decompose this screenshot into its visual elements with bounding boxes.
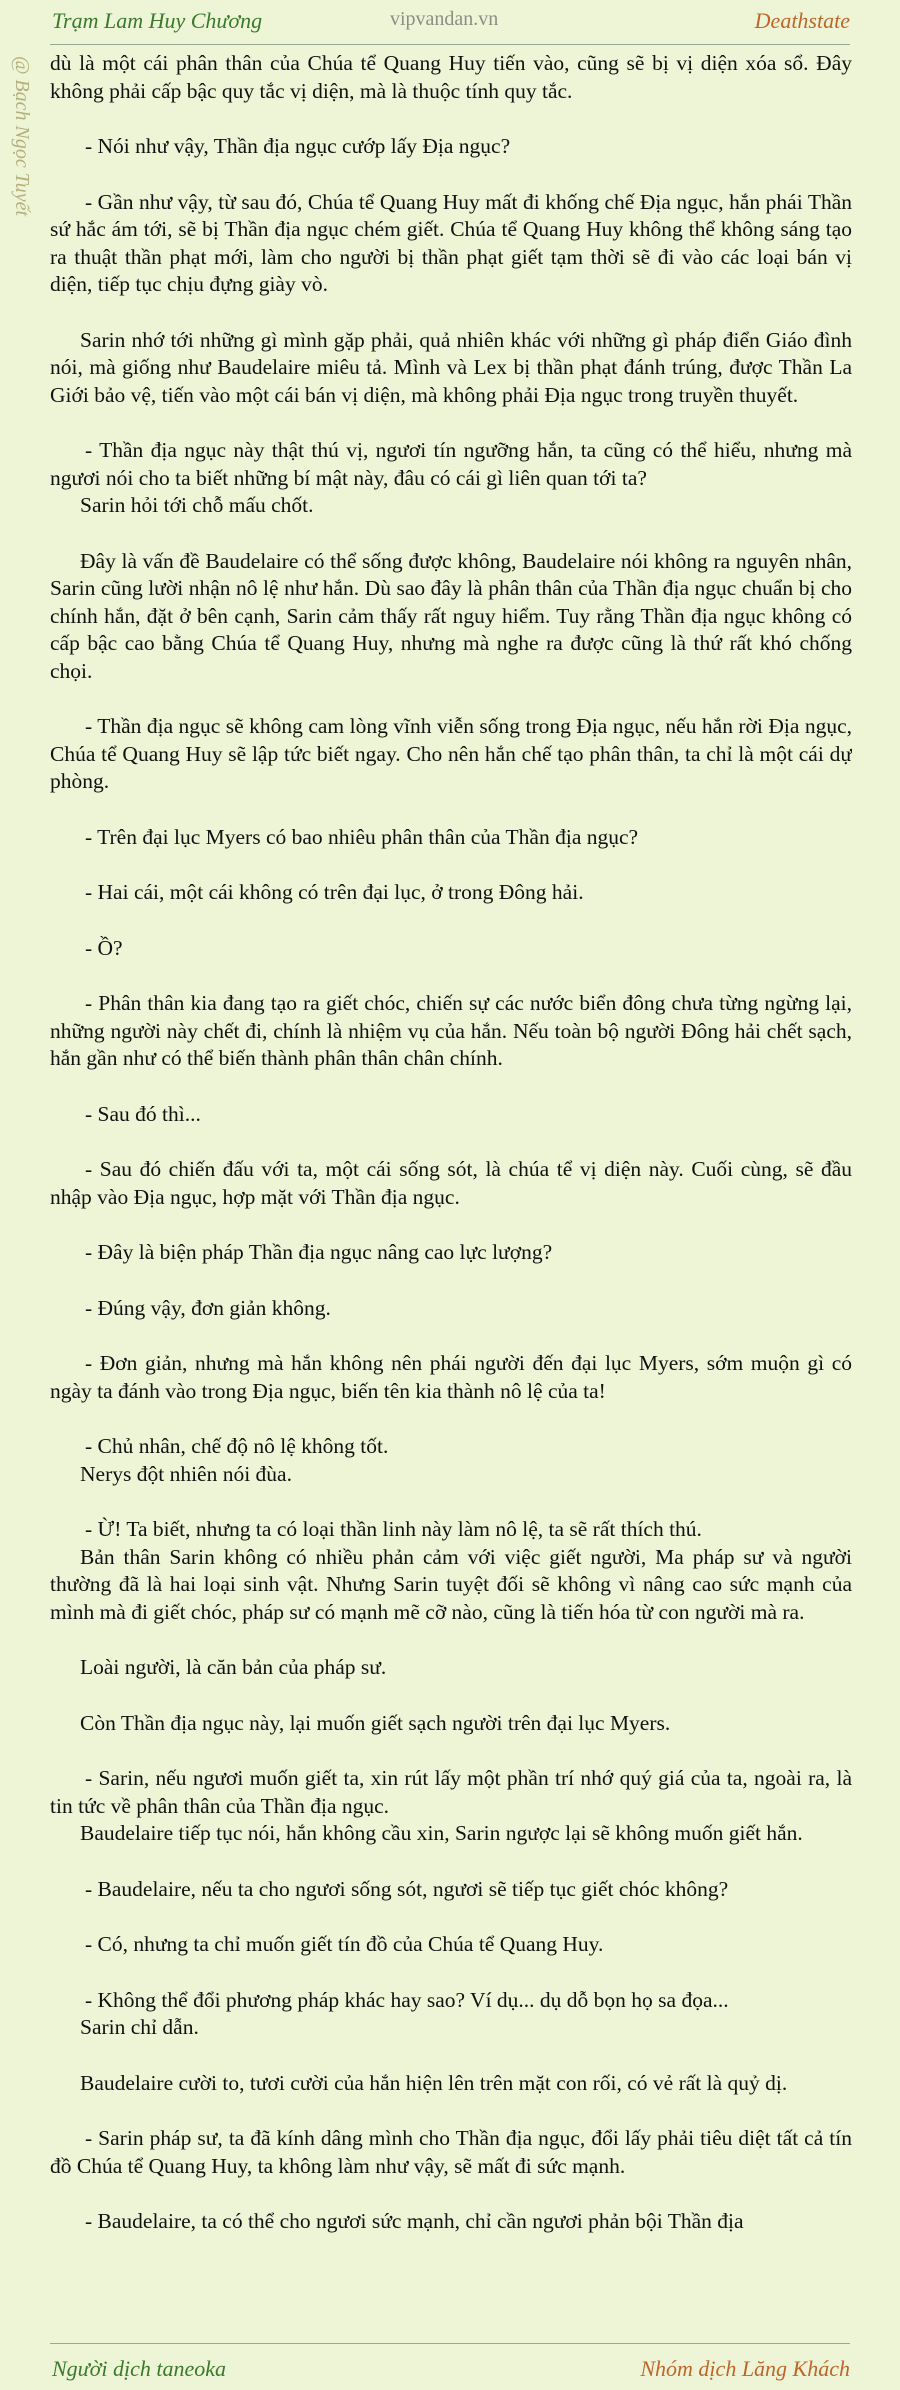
paragraph: Nerys đột nhiên nói đùa. xyxy=(80,1461,292,1486)
paragraph: dù là một cái phân thân của Chúa tể Quang Huy tiến vào, cũng sẽ bị vị diện xóa sổ. Đây không phải cấp bậc quy tắc vị diện, mà là thuộc tính quy tắc. xyxy=(50,51,852,103)
paragraph: Sarin chỉ dẫn. xyxy=(80,2015,199,2039)
side-credit-text: @ Bạch Ngọc Tuyết xyxy=(11,56,33,217)
paragraph: Còn Thần địa ngục này, lại muốn giết sạch người trên đại lục Myers. xyxy=(80,1710,671,1735)
paragraph: Loài người, là căn bản của pháp sư. xyxy=(80,1655,387,1679)
paragraph: - Ừ! Ta biết, nhưng ta có loại thần linh này làm nô lệ, ta sẽ rất thích thú. xyxy=(85,1517,702,1541)
page-footer xyxy=(0,2346,900,2390)
paragraph: - Nói như vậy, Thần địa ngục cướp lấy Địa ngục? xyxy=(85,134,511,158)
footer-divider xyxy=(50,2343,850,2344)
paragraph: - Sau đó thì... xyxy=(85,1101,201,1126)
paragraph: - Sarin, nếu ngươi muốn giết ta, xin rút lấy một phần trí nhớ quý giá của ta, ngoài ra, là tin tức về phân thân của Thần địa ngục. xyxy=(50,1766,852,1818)
paragraph: - Không thể đổi phương pháp khác hay sao? Ví dụ... dụ dỗ bọn họ sa đọa... xyxy=(85,1987,729,2012)
paragraph: Bản thân Sarin không có nhiều phản cảm với việc giết người, Ma pháp sư và người thường đã là hai loại sinh vật. Nhưng Sarin tuyệt đối sẽ không vì nâng cao sức mạnh của mình mà đi giết chóc, pháp sư có mạnh mẽ cỡ nào, cũng là tiến hóa từ con người mà ra. xyxy=(50,1544,852,1624)
paragraph: - Baudelaire, ta có thể cho ngươi sức mạnh, chỉ cần ngươi phản bội Thần địa xyxy=(85,2209,744,2233)
paragraph: - Thần địa ngục này thật thú vị, ngươi tín ngưỡng hắn, ta cũng có thể hiểu, nhưng mà ngươi nói cho ta biết những bí mật này, đâu có cái gì liên quan tới ta? xyxy=(50,438,852,490)
paragraph: - Ồ? xyxy=(85,935,123,960)
paragraph: - Baudelaire, nếu ta cho ngươi sống sót, ngươi sẽ tiếp tục giết chóc không? xyxy=(85,1876,729,1901)
paragraph: Baudelaire cười to, tươi cười của hắn hiện lên trên mặt con rối, có vẻ rất là quỷ dị. xyxy=(80,2070,788,2095)
paragraph: - Có, nhưng ta chỉ muốn giết tín đồ của Chúa tể Quang Huy. xyxy=(85,1932,604,1956)
page-header xyxy=(0,0,900,44)
header-divider xyxy=(50,44,850,45)
header-author: Deathstate xyxy=(754,8,850,33)
paragraph: Sarin hỏi tới chỗ mấu chốt. xyxy=(80,493,314,517)
paragraph: Đây là vấn đề Baudelaire có thể sống được không, Baudelaire nói không ra nguyên nhân, Sarin cũng lười nhận nô lệ như hắn. Dù sao đây là phân thân của Thần địa ngục chuẩn bị cho chính hắn, đặt ở bên cạnh, Sarin cảm thấy rất nguy hiểm. Tuy rằng Thần địa ngục không có cấp bậc cao bằng Chúa tể Quang Huy, nhưng mà nghe ra được cũng là thứ rất khó chống chọi. xyxy=(50,548,852,683)
paragraph: - Hai cái, một cái không có trên đại lục, ở trong Đông hải. xyxy=(85,880,584,904)
paragraph: - Trên đại lục Myers có bao nhiêu phân thân của Thần địa ngục? xyxy=(85,824,639,849)
paragraph: - Gần như vậy, từ sau đó, Chúa tể Quang Huy mất đi khống chế Địa ngục, hắn phái Thần sứ hắc ám tới, sẽ bị Thần địa ngục chém giết. Chúa tể Quang Huy không thể không sáng tạo ra thuật thần phạt mới, làm cho người bị thần phạt giết tạm thời sẽ đi vào các loại bán vị diện, tiếp tục chịu đựng giày vò. xyxy=(50,189,852,296)
paragraph: - Phân thân kia đang tạo ra giết chóc, chiến sự các nước biển đông chưa từng ngừng lại, những người này chết đi, chính là nhiệm vụ của hắn. Nếu toàn bộ người Đông hải chết sạch, hắn gần như có thể biến thành phân thân chân chính. xyxy=(50,991,852,1070)
header-book-title: Trạm Lam Huy Chương xyxy=(52,8,263,33)
paragraph: - Đúng vậy, đơn giản không. xyxy=(85,1295,331,1320)
paragraph: - Đây là biện pháp Thần địa ngục nâng cao lực lượng? xyxy=(85,1240,553,1264)
paragraph: Baudelaire tiếp tục nói, hắn không cầu xin, Sarin ngược lại sẽ không muốn giết hắn. xyxy=(80,1821,803,1845)
header-site-name: vipvandan.vn xyxy=(390,8,499,30)
paragraph: - Sarin pháp sư, ta đã kính dâng mình cho Thần địa ngục, đổi lấy phải tiêu diệt tất cả tín đồ Chúa tể Quang Huy, ta không làm như vậy, sẽ mất đi sức mạnh. xyxy=(50,2126,852,2178)
paragraph: Sarin nhớ tới những gì mình gặp phải, quả nhiên khác với những gì pháp điển Giáo đình nói, mà giống như Baudelaire miêu tả. Mình và Lex bị thần phạt đánh trúng, được Thần La Giới bảo vệ, tiến vào một cái bán vị diện, mà không phải Địa ngục trong truyền thuyết. xyxy=(50,327,852,407)
chapter-text xyxy=(50,50,852,2342)
paragraph: - Đơn giản, nhưng mà hắn không nên phái người đến đại lục Myers, sớm muộn gì có ngày ta đánh vào trong Địa ngục, biến tên kia thành nô lệ của ta! xyxy=(50,1351,852,1403)
footer-translator: Người dịch taneoka xyxy=(52,2356,227,2381)
paragraph: - Sau đó chiến đấu với ta, một cái sống sót, là chúa tể vị diện này. Cuối cùng, sẽ đầu nhập vào Địa ngục, hợp mặt với Thần địa ngục. xyxy=(50,1157,852,1209)
paragraph: - Chủ nhân, chế độ nô lệ không tốt. xyxy=(85,1434,389,1458)
footer-group: Nhóm dịch Lăng Khách xyxy=(640,2356,850,2381)
paragraph: - Thần địa ngục sẽ không cam lòng vĩnh viễn sống trong Địa ngục, nếu hắn rời Địa ngục, Chúa tể Quang Huy sẽ lập tức biết ngay. Cho nên hắn chế tạo phân thân, ta chỉ là một cái dự phòng. xyxy=(50,714,852,793)
side-credit xyxy=(10,56,40,296)
